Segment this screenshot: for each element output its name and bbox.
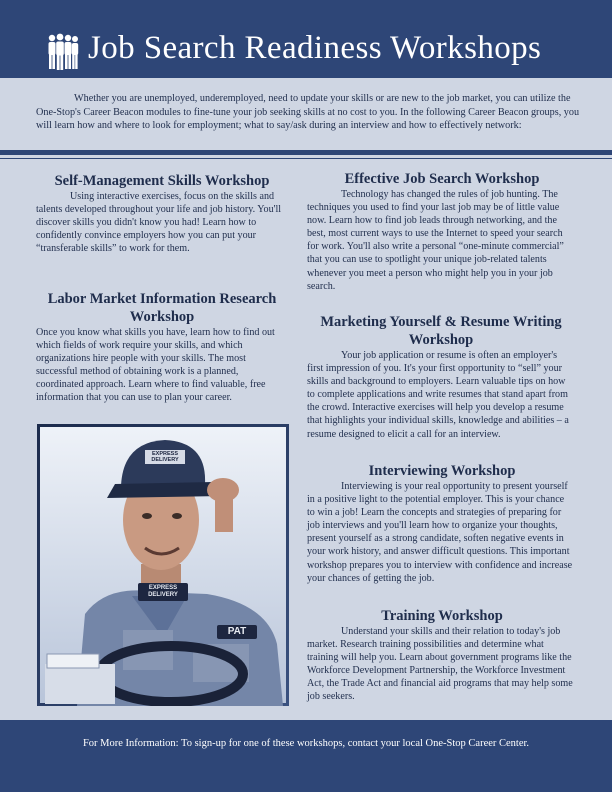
job-search-heading: Effective Job Search Workshop xyxy=(344,171,540,187)
self-management-text: Using interactive exercises, focus on the skills and talents developed throughout your life and job history. You'll discover skills you didn't know you had! Learn how to confidently convince employers how you can put your “transferable skills” to work for them. xyxy=(36,191,282,255)
cap-patch-text: EXPRESS DELIVERY xyxy=(151,451,179,463)
divider-thick xyxy=(0,150,612,155)
marketing-heading: Marketing Yourself & Resume Writing Workshop xyxy=(320,314,562,348)
delivery-worker-photo xyxy=(37,424,289,706)
name-tag-text: PAT xyxy=(227,626,247,637)
interviewing-heading: Interviewing Workshop xyxy=(368,463,516,479)
labor-market-text: Once you know what skills you have, learn how to find out which fields of work require your skills, and which organizations hire people with your skills. The most successful method of obtaining work is a planned, coordinated approach. Learn where to find valuable, free information that you can use to plan your career. xyxy=(36,327,275,404)
interviewing-text: Interviewing is your real opportunity to present yourself in a positive light to the potential employer. This is your chance to win a job! Learn the concepts and strategies of preparing for job interviews and you'll learn how to organize your thoughts, present yourself as a strong candidate, soften negative events in your work history, and answer difficult questions. This important workshop prepares you to interview with confidence and increase your chances of getting the job. xyxy=(307,481,573,584)
chest-patch-text: EXPRESS DELIVERY xyxy=(148,585,178,598)
intro-paragraph xyxy=(36,92,581,133)
training-text: Understand your skills and their relation to today's job market. Research training possibilities and determine what training will help you. Learn about government programs like the Workforce Development Partnership, the Workforce Investment Act, the Trade Act and financial aid programs that may help some job seekers. xyxy=(307,626,573,703)
marketing-text: Your job application or resume is often an employer's first impression of you. It's your first opportunity to “sell” your skills and background to employers. Learn valuable tips on how to complete applications and write resumes that stand apart from the crowd. Interactive exercises will help you develop a resume that highlights your individual skills, knowledge and abilities – a resume designed to elicit a call for an interview. xyxy=(307,350,569,440)
training-heading: Training Workshop xyxy=(381,608,503,624)
job-search-text: Technology has changed the rules of job hunting. The techniques you used to find your last job may be of little value now. Learn how to find job leads through networking, and the best, most current ways to use the Internet to speed your search for work. You'll also write a personal “one-minute commercial” that you can use to spotlight your unique job-related talents whenever you meet a person who might help you in your job search. xyxy=(307,189,564,292)
self-management-heading: Self-Management Skills Workshop xyxy=(54,173,270,189)
header-banner xyxy=(0,0,612,78)
intro-text: Whether you are unemployed, underemployed, need to update your skills or are new to the job market, you can utilize the One-Stop's Career Beacon modules to fine-tune your job seeking skills at no cost to you. In the following Career Beacon groups, you will learn how and where to look for employment; what to say/ask during an interview and how to effectively network: xyxy=(36,93,580,131)
labor-market-heading: Labor Market Information Research Workshop xyxy=(47,291,277,325)
footer-text: For More Information: To sign-up for one of these workshops, contact your local One-Stop Career Center. xyxy=(82,738,530,749)
footer-banner xyxy=(0,720,612,792)
people-group-icon xyxy=(46,33,80,71)
page-title: Job Search Readiness Workshops xyxy=(88,30,542,66)
divider-thin xyxy=(0,158,612,159)
delivery-worker-illustration xyxy=(37,424,289,706)
